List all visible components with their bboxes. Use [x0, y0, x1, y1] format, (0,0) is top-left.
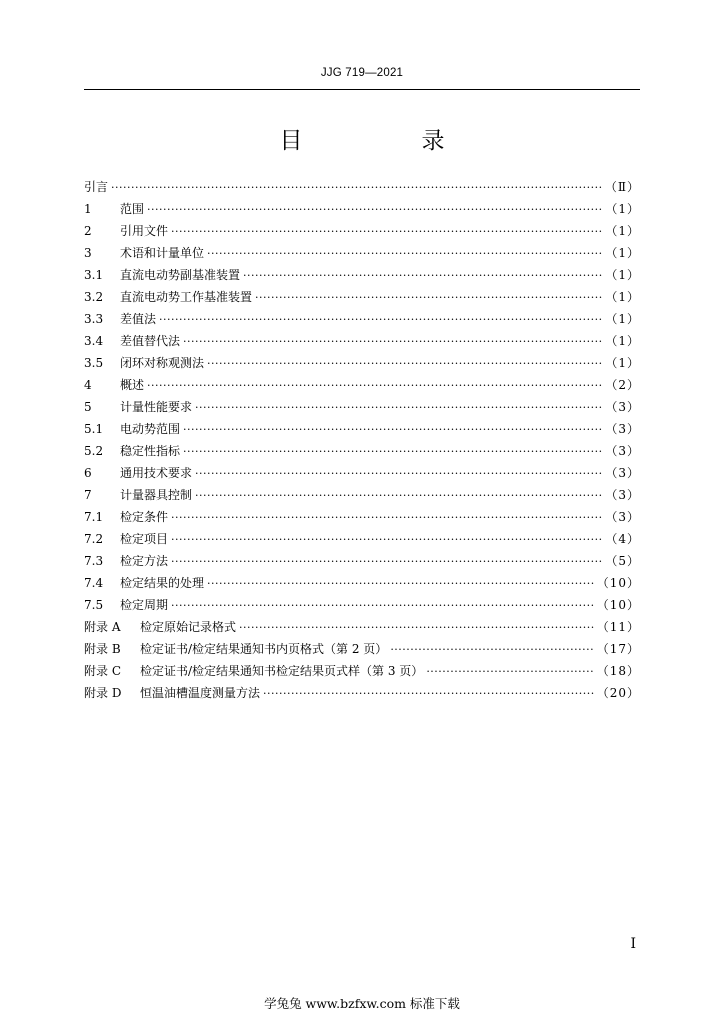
toc-entry-label: 检定周期 [120, 598, 169, 612]
toc-leader-dots [239, 617, 594, 639]
toc-title: 目 录 [279, 128, 493, 154]
toc-entry-number: 3.5 [84, 356, 104, 370]
toc-entry-label: 检定项目 [120, 532, 169, 546]
toc-entry-label: 引言 [84, 180, 109, 194]
toc-entry[interactable] [84, 352, 640, 374]
toc-entry-label: 检定原始记录格式 [140, 620, 237, 634]
toc-entry[interactable] [84, 176, 640, 198]
toc-entry[interactable] [84, 594, 640, 616]
toc-entry-page: （2） [605, 378, 640, 392]
toc-entry-page: （3） [605, 488, 640, 502]
toc-entry-page: （1） [605, 224, 640, 238]
toc-entry-label: 差值替代法 [120, 334, 181, 348]
toc-entry-page: （3） [605, 422, 640, 436]
toc-entry-number: 3.2 [84, 290, 104, 304]
toc-entry-number: 7 [84, 488, 92, 502]
toc-entry[interactable] [84, 440, 640, 462]
toc-entry-page: （1） [605, 268, 640, 282]
toc-entry[interactable] [84, 616, 640, 638]
toc-entry-label: 稳定性指标 [120, 444, 181, 458]
toc-entry-number: 7.4 [84, 576, 104, 590]
toc-entry-number: 7.5 [84, 598, 104, 612]
toc-entry-page: （20） [596, 686, 640, 700]
toc-entry[interactable] [84, 220, 640, 242]
toc-entry-page: （1） [605, 334, 640, 348]
toc-entry[interactable] [84, 330, 640, 352]
toc-leader-dots [147, 375, 602, 397]
toc-entry[interactable] [84, 660, 640, 682]
toc-entry[interactable] [84, 462, 640, 484]
toc-entry-page: （1） [605, 202, 640, 216]
toc-entry-page: （3） [605, 466, 640, 480]
toc-entry-label: 范围 [120, 202, 145, 216]
toc-entry-label: 恒温油槽温度测量方法 [140, 686, 261, 700]
toc-entry-page: （4） [605, 532, 640, 546]
toc-entry[interactable] [84, 308, 640, 330]
toc-entry-number: 附录 A [84, 620, 121, 634]
toc-entry-label: 直流电动势副基准装置 [120, 268, 241, 282]
toc-leader-dots [171, 551, 602, 573]
toc-entry-page: （5） [605, 554, 640, 568]
toc-leader-dots [207, 353, 602, 375]
toc-entry[interactable] [84, 198, 640, 220]
toc-entry-page: （3） [605, 400, 640, 414]
toc-leader-dots [111, 177, 602, 199]
header-rule [84, 89, 640, 90]
toc-entry[interactable] [84, 242, 640, 264]
toc-entry-label: 闭环对称观测法 [120, 356, 205, 370]
toc-entry-label: 直流电动势工作基准装置 [120, 290, 253, 304]
toc-leader-dots [171, 221, 602, 243]
toc-entry-page: （18） [596, 664, 640, 678]
toc-leader-dots [183, 441, 602, 463]
toc-entry-label: 通用技术要求 [120, 466, 193, 480]
toc-leader-dots [243, 265, 602, 287]
toc-entry-page: （17） [596, 642, 640, 656]
footer-watermark: 学兔兔 www.bzfxw.com 标准下载 [264, 996, 460, 1011]
document-code: JJG 719—2021 [320, 67, 404, 79]
toc-entry[interactable] [84, 418, 640, 440]
toc-entry-number: 2 [84, 224, 92, 238]
toc-entry[interactable] [84, 682, 640, 704]
toc-entry-page: （1） [605, 356, 640, 370]
toc-entry-number: 3.3 [84, 312, 104, 326]
toc-leader-dots [255, 287, 602, 309]
toc-entry-number: 3 [84, 246, 92, 260]
toc-entry-page: （3） [605, 444, 640, 458]
toc-entry-number: 1 [84, 202, 92, 216]
toc-leader-dots [171, 507, 602, 529]
toc-entry[interactable] [84, 396, 640, 418]
toc-entry-page: （1） [605, 312, 640, 326]
toc-entry-page: （Ⅱ） [604, 180, 640, 194]
toc-leader-dots [390, 639, 593, 661]
toc-leader-dots [183, 331, 602, 353]
toc-entry-number: 附录 C [84, 664, 121, 678]
toc-entry-label: 术语和计量单位 [120, 246, 205, 260]
toc-leader-dots [171, 595, 594, 617]
toc-entry-label: 检定条件 [120, 510, 169, 524]
toc-entry[interactable] [84, 484, 640, 506]
toc-entry[interactable] [84, 506, 640, 528]
toc-entry-label: 检定结果的处理 [120, 576, 205, 590]
toc-leader-dots [159, 309, 602, 331]
toc-entry-number: 5.2 [84, 444, 104, 458]
toc-entry[interactable] [84, 572, 640, 594]
toc-leader-dots [147, 199, 602, 221]
toc-leader-dots [207, 243, 602, 265]
toc-leader-dots [195, 463, 602, 485]
toc-entry-number: 5 [84, 400, 92, 414]
toc-entry[interactable] [84, 550, 640, 572]
toc-entry[interactable] [84, 374, 640, 396]
toc-leader-dots [263, 683, 594, 705]
toc-entry-label: 计量性能要求 [120, 400, 193, 414]
toc-entry-number: 附录 B [84, 642, 121, 656]
toc-entry-page: （3） [605, 510, 640, 524]
page-number: I [630, 936, 636, 952]
toc-entry-label: 检定证书/检定结果通知书检定结果页式样（第 3 页） [140, 664, 424, 678]
toc-entry-label: 检定证书/检定结果通知书内页格式（第 2 页） [140, 642, 388, 656]
toc-entry-label: 电动势范围 [120, 422, 181, 436]
toc-entry[interactable] [84, 528, 640, 550]
toc-entry-page: （10） [596, 598, 640, 612]
toc-entry-label: 计量器具控制 [120, 488, 193, 502]
toc-leader-dots [426, 661, 593, 683]
toc-entry[interactable] [84, 264, 640, 286]
toc-entry[interactable] [84, 638, 640, 660]
toc-entry-label: 引用文件 [120, 224, 169, 238]
toc-leader-dots [195, 397, 602, 419]
toc-entry-number: 3.1 [84, 268, 104, 282]
toc-entry-number: 7.1 [84, 510, 104, 524]
toc-leader-dots [183, 419, 602, 441]
toc-entry-page: （1） [605, 290, 640, 304]
toc-entry-page: （10） [596, 576, 640, 590]
toc-entry-label: 差值法 [120, 312, 157, 326]
toc-leader-dots [207, 573, 594, 595]
toc-entry-number: 3.4 [84, 334, 104, 348]
toc-entry-page: （1） [605, 246, 640, 260]
toc-entry-page: （11） [596, 620, 640, 634]
toc-entry[interactable] [84, 286, 640, 308]
toc-entry-number: 7.3 [84, 554, 104, 568]
toc-entry-number: 4 [84, 378, 92, 392]
toc-entry-number: 附录 D [84, 686, 122, 700]
toc-entry-number: 5.1 [84, 422, 104, 436]
toc-entry-label: 检定方法 [120, 554, 169, 568]
toc-entry-label: 概述 [120, 378, 145, 392]
toc-leader-dots [195, 485, 602, 507]
toc-entry-number: 7.2 [84, 532, 104, 546]
table-of-contents [84, 176, 640, 704]
toc-leader-dots [171, 529, 602, 551]
toc-entry-number: 6 [84, 466, 92, 480]
